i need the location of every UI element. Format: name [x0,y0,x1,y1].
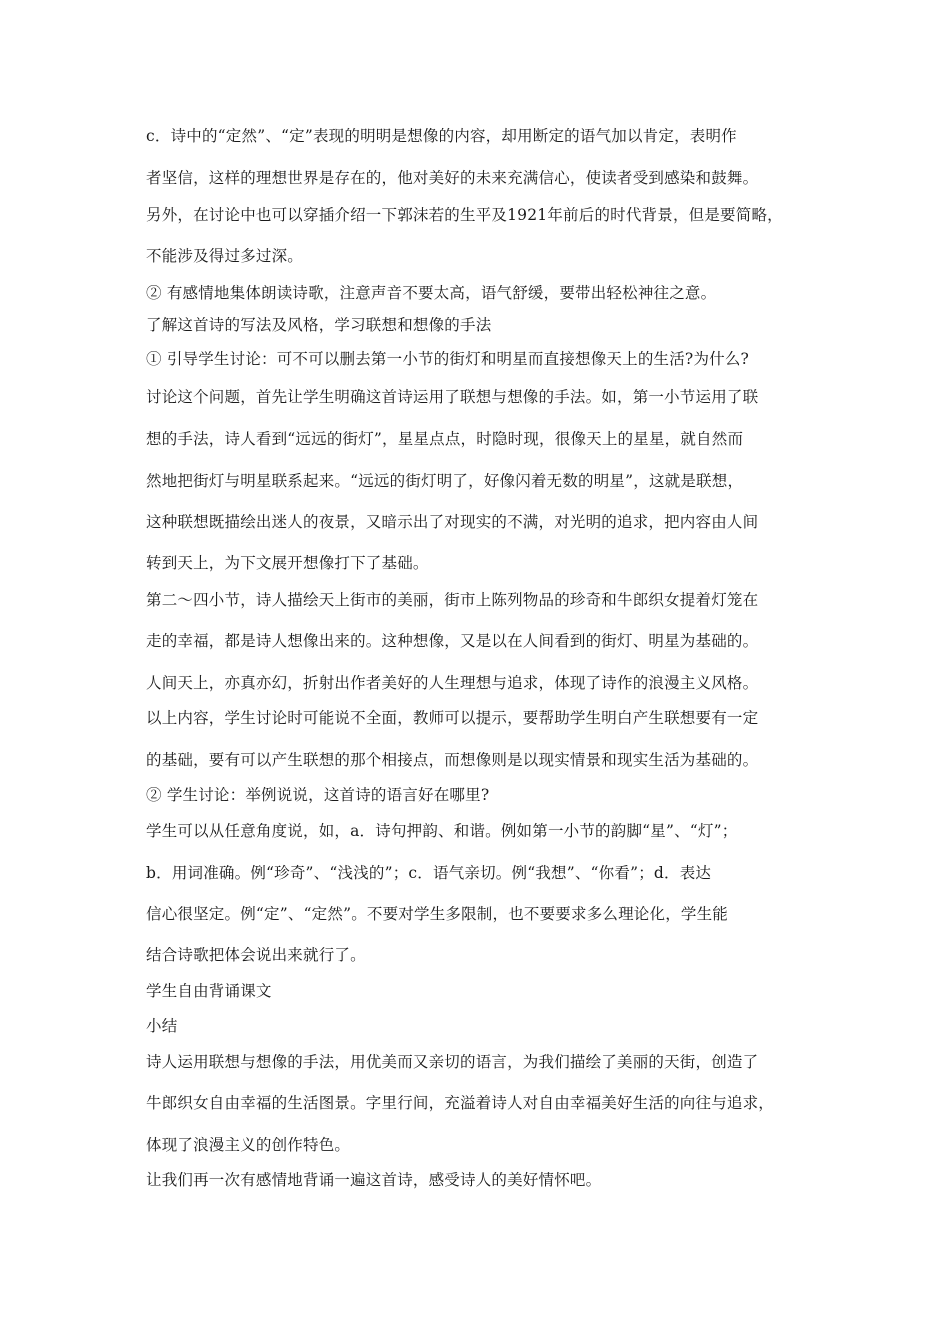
paragraph-line: b．用词准确。例“珍奇”、“浅浅的”；c．语气亲切。例“我想”、“你看”；d．表达 [146,864,712,882]
paragraph-line: 这种联想既描绘出迷人的夜景，又暗示出了对现实的不满，对光明的追求，把内容由人间 [146,513,759,531]
paragraph-line: 人间天上，亦真亦幻，折射出作者美好的人生理想与追求，体现了诗作的浪漫主义风格。 [146,674,759,692]
paragraph-line: 信心很坚定。例“定”、“定然”。不要对学生多限制，也不要要求多么理论化，学生能 [146,905,728,923]
paragraph-line: 然地把街灯与明星联系起来。“远远的街灯明了，好像闪着无数的明星”，这就是联想， [146,472,744,490]
paragraph-line: 转到天上，为下文展开想像打下了基础。 [146,554,429,572]
paragraph-line: 诗人运用联想与想像的手法，用优美而又亲切的语言，为我们描绘了美丽的天街，创造了 [146,1053,759,1071]
paragraph-line: 学生可以从任意角度说，如，a．诗句押韵、和谐。例如第一小节的韵脚“星”、“灯”； [146,822,738,840]
paragraph-line: 者坚信，这样的理想世界是存在的，他对美好的未来充满信心，使读者受到感染和鼓舞。 [146,169,759,187]
paragraph-line: 牛郎织女自由幸福的生活图景。字里行间，充溢着诗人对自由幸福美好生活的向往与追求， [146,1094,775,1112]
section-heading: 小结 [146,1017,178,1035]
paragraph-line: 第二～四小节，诗人描绘天上街市的美丽，街市上陈列物品的珍奇和牛郎织女提着灯笼在 [146,591,759,609]
paragraph-line: c．诗中的“定然”、“定”表现的明明是想像的内容，却用断定的语气加以肯定，表明作 [146,127,737,145]
paragraph-line: 体现了浪漫主义的创作特色。 [146,1136,351,1154]
paragraph-line: 以上内容，学生讨论时可能说不全面，教师可以提示，要帮助学生明白产生联想要有一定 [146,709,759,727]
paragraph-line: 让我们再一次有感情地背诵一遍这首诗，感受诗人的美好情怀吧。 [146,1171,602,1189]
paragraph-line: 的基础，要有可以产生联想的那个相接点，而想像则是以现实情景和现实生活为基础的。 [146,751,759,769]
section-heading: 学生自由背诵课文 [146,982,272,1000]
paragraph-line: 讨论这个问题，首先让学生明确这首诗运用了联想与想像的手法。如，第一小节运用了联 [146,388,759,406]
paragraph-line: ① 引导学生讨论：可不可以删去第一小节的街灯和明星而直接想像天上的生活?为什么? [146,350,750,368]
paragraph-line: ② 学生讨论：举例说说，这首诗的语言好在哪里? [146,786,490,804]
section-heading: 了解这首诗的写法及风格，学习联想和想像的手法 [146,316,492,334]
paragraph-line: 不能涉及得过多过深。 [146,247,304,265]
paragraph-line: 结合诗歌把体会说出来就行了。 [146,946,366,964]
paragraph-line: ② 有感情地集体朗读诗歌，注意声音不要太高，语气舒缓，要带出轻松神往之意。 [146,284,717,302]
paragraph-line: 想的手法，诗人看到“远远的街灯”，星星点点，时隐时现，很像天上的星星，就自然而 [146,430,744,448]
paragraph-line: 走的幸福，都是诗人想像出来的。这种想像，又是以在人间看到的街灯、明星为基础的。 [146,632,759,650]
paragraph-line: 另外，在讨论中也可以穿插介绍一下郭沫若的生平及1921年前后的时代背景，但是要简略， [146,206,783,224]
